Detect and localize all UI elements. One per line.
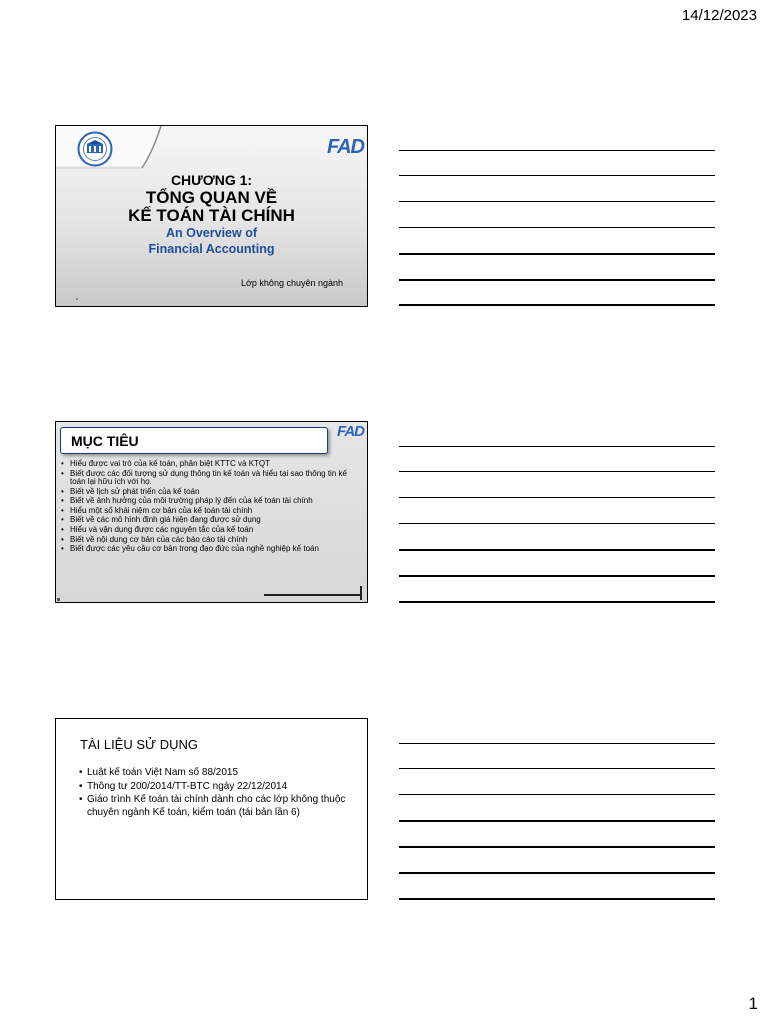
note-line (399, 201, 715, 202)
fad-logo: FAD (337, 423, 364, 440)
slide-title-line-2: KẾ TOÁN TÀI CHÍNH (128, 206, 295, 225)
note-line (399, 497, 715, 498)
note-line (399, 820, 715, 822)
class-label: Lớp không chuyên ngành (241, 278, 343, 288)
objectives-list (61, 460, 361, 555)
page-number: 1 (748, 994, 758, 1013)
list-item: • Biết về các mô hình định giá hiện đang được sử dụng (61, 516, 361, 524)
decorative-dot (57, 598, 60, 601)
list-item: • Biết về ảnh hưởng của môi trường pháp lý đến của kế toán tài chính (61, 497, 361, 505)
slide-title: TÀI LIỆU SỬ DỤNG (80, 737, 199, 752)
note-line (399, 575, 715, 577)
list-item: • Biết về lịch sử phát triển của kế toán (61, 488, 361, 496)
note-line (399, 601, 715, 603)
note-line (399, 175, 715, 176)
slide-1-thumbnail (55, 125, 368, 307)
note-line (399, 898, 715, 900)
fad-logo: FAD (327, 136, 364, 158)
list-item: • Luật kế toán Việt Nam số 88/2015 (80, 767, 365, 780)
list-item: • Thông tư 200/2014/TT-BTC ngày 22/12/2014 (80, 781, 365, 794)
note-line (399, 150, 715, 151)
note-line (399, 549, 715, 551)
note-line (399, 794, 715, 795)
slide-2-thumbnail (55, 421, 368, 603)
slide-3-thumbnail (55, 718, 368, 900)
slide-title-line-1: TỔNG QUAN VỀ (145, 188, 278, 207)
list-item: • Hiểu được vai trò của kế toán, phân biệt KTTC và KTQT (61, 460, 361, 468)
list-item: • Biết về nội dung cơ bản của các báo cáo tài chính (61, 536, 361, 544)
note-line (399, 768, 715, 769)
decorative-dot (76, 298, 78, 300)
note-line (399, 471, 715, 472)
chapter-label: CHƯƠNG 1: (170, 172, 253, 188)
list-item: • Giáo trình Kế toán tài chính dành cho các lớp không thuộc chuyên ngành Kế toán, kiểm toán (tái bản lần 6) (80, 794, 365, 819)
note-line (399, 872, 715, 874)
decorative-rule (360, 586, 362, 600)
references-list (80, 767, 365, 820)
list-item: • Biết được các yêu cầu cơ bản trong đạo đức của nghề nghiệp kế toán (61, 545, 361, 553)
note-line (399, 279, 715, 281)
english-title-line-2: Financial Accounting (148, 242, 275, 256)
decorative-rule (264, 594, 362, 596)
note-line (399, 227, 715, 228)
list-item: • Hiểu một số khái niệm cơ bản của kế toán tài chính (61, 507, 361, 515)
note-line (399, 446, 715, 447)
list-item: • Hiểu và vận dụng được các nguyên tắc của kế toán (61, 526, 361, 534)
university-seal-icon (77, 131, 113, 172)
note-line (399, 523, 715, 524)
note-line (399, 304, 715, 306)
note-line (399, 253, 715, 255)
print-date: 14/12/2023 (681, 7, 757, 24)
note-line (399, 743, 715, 744)
slide-title-box (60, 427, 328, 454)
note-line (399, 846, 715, 848)
list-item: • Biết được các đối tượng sử dụng thông tin kế toán và hiểu tại sao thông tin kế toán lại hữu ích với họ. (61, 470, 361, 487)
slide-title: MỤC TIÊU (71, 433, 139, 449)
english-title-line-1: An Overview of (166, 226, 257, 240)
